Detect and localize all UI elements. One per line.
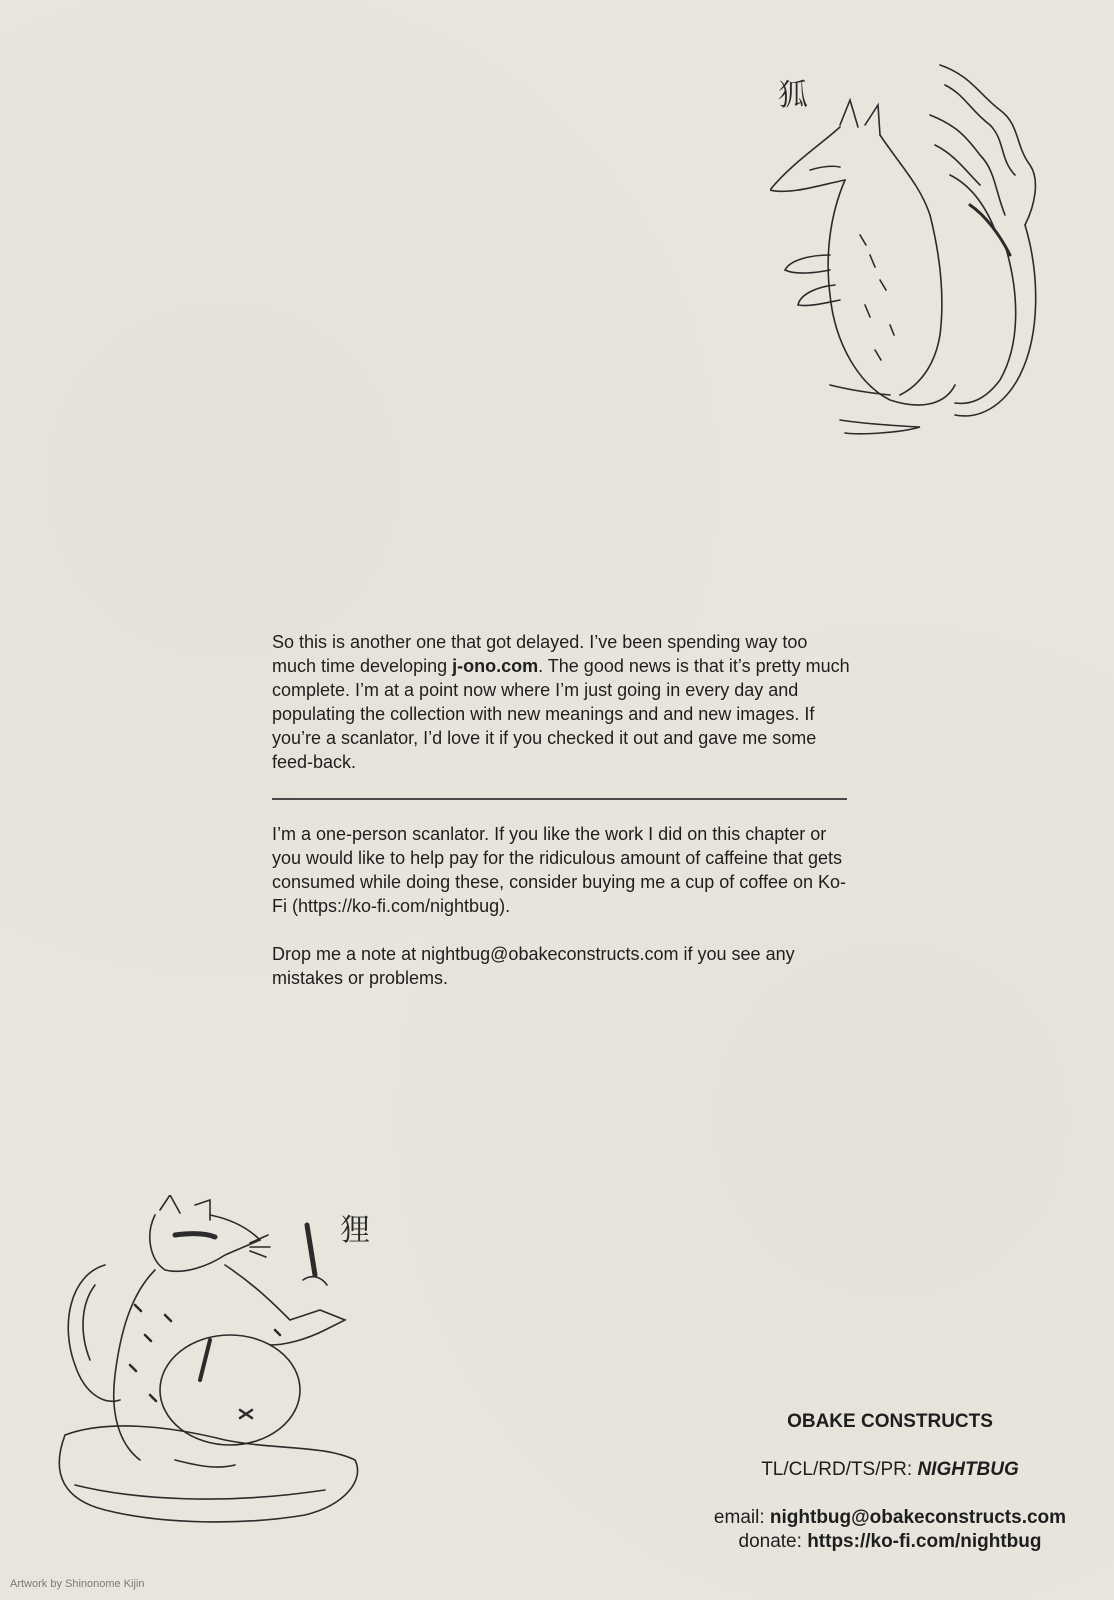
j-ono-link[interactable]: j-ono.com [452,656,539,676]
notes-text-2: . The good news is that it’s pretty much complete. I’m at a point now where I’m just going in every day and populating the collection with new meanings and and new images. If you’re a scanlator, I’d love it if you checked it out and gave me some feed-back. [272,656,850,772]
staff-roles [690,1458,1090,1482]
donate-label: donate: [738,1531,808,1552]
group-name: OBAKE CONSTRUCTS [787,1411,993,1432]
notes-paragraph [272,630,852,774]
tanuki-illustration [45,1195,395,1555]
credits-block [690,1410,1090,1554]
divider [272,798,847,800]
staff-name: NIGHTBUG [917,1459,1019,1480]
notes-text-1: So this is another one that got delayed. I’ve been spending way too much time developing [272,632,808,676]
contact-text-1: Drop me a note at [272,944,422,964]
translator-notes [272,630,852,774]
support-paragraph: I’m a one-person scanlator. If you like the work I did on this chapter or you would like to help pay for the ridiculous amount of caffeine that gets consumed while doing these, consider buying me a cup of coffee on Ko-Fi (https://ko-fi.com/nightbug). [272,824,847,916]
fox-illustration [770,55,1070,455]
contact-paragraph [272,942,852,990]
tanuki-kanji: 狸 [340,1213,370,1248]
email-label: email: [713,1507,770,1528]
donate-line [690,1530,1090,1554]
contact-text-2: if you see any mistakes or problems. [272,944,795,988]
email-link[interactable]: nightbug@obakeconstructs.com [769,1507,1067,1528]
donate-link[interactable]: https://ko-fi.com/nightbug [807,1531,1042,1552]
fox-kanji: 狐 [778,78,808,113]
artwork-credit: Artwork by Shinonome Kijin [10,1578,145,1590]
email-line [690,1506,1090,1530]
roles-label: TL/CL/RD/TS/PR: [761,1459,918,1480]
support-section [272,822,852,1014]
contact-email-link[interactable]: nightbug@obakeconstructs.com [421,944,679,964]
